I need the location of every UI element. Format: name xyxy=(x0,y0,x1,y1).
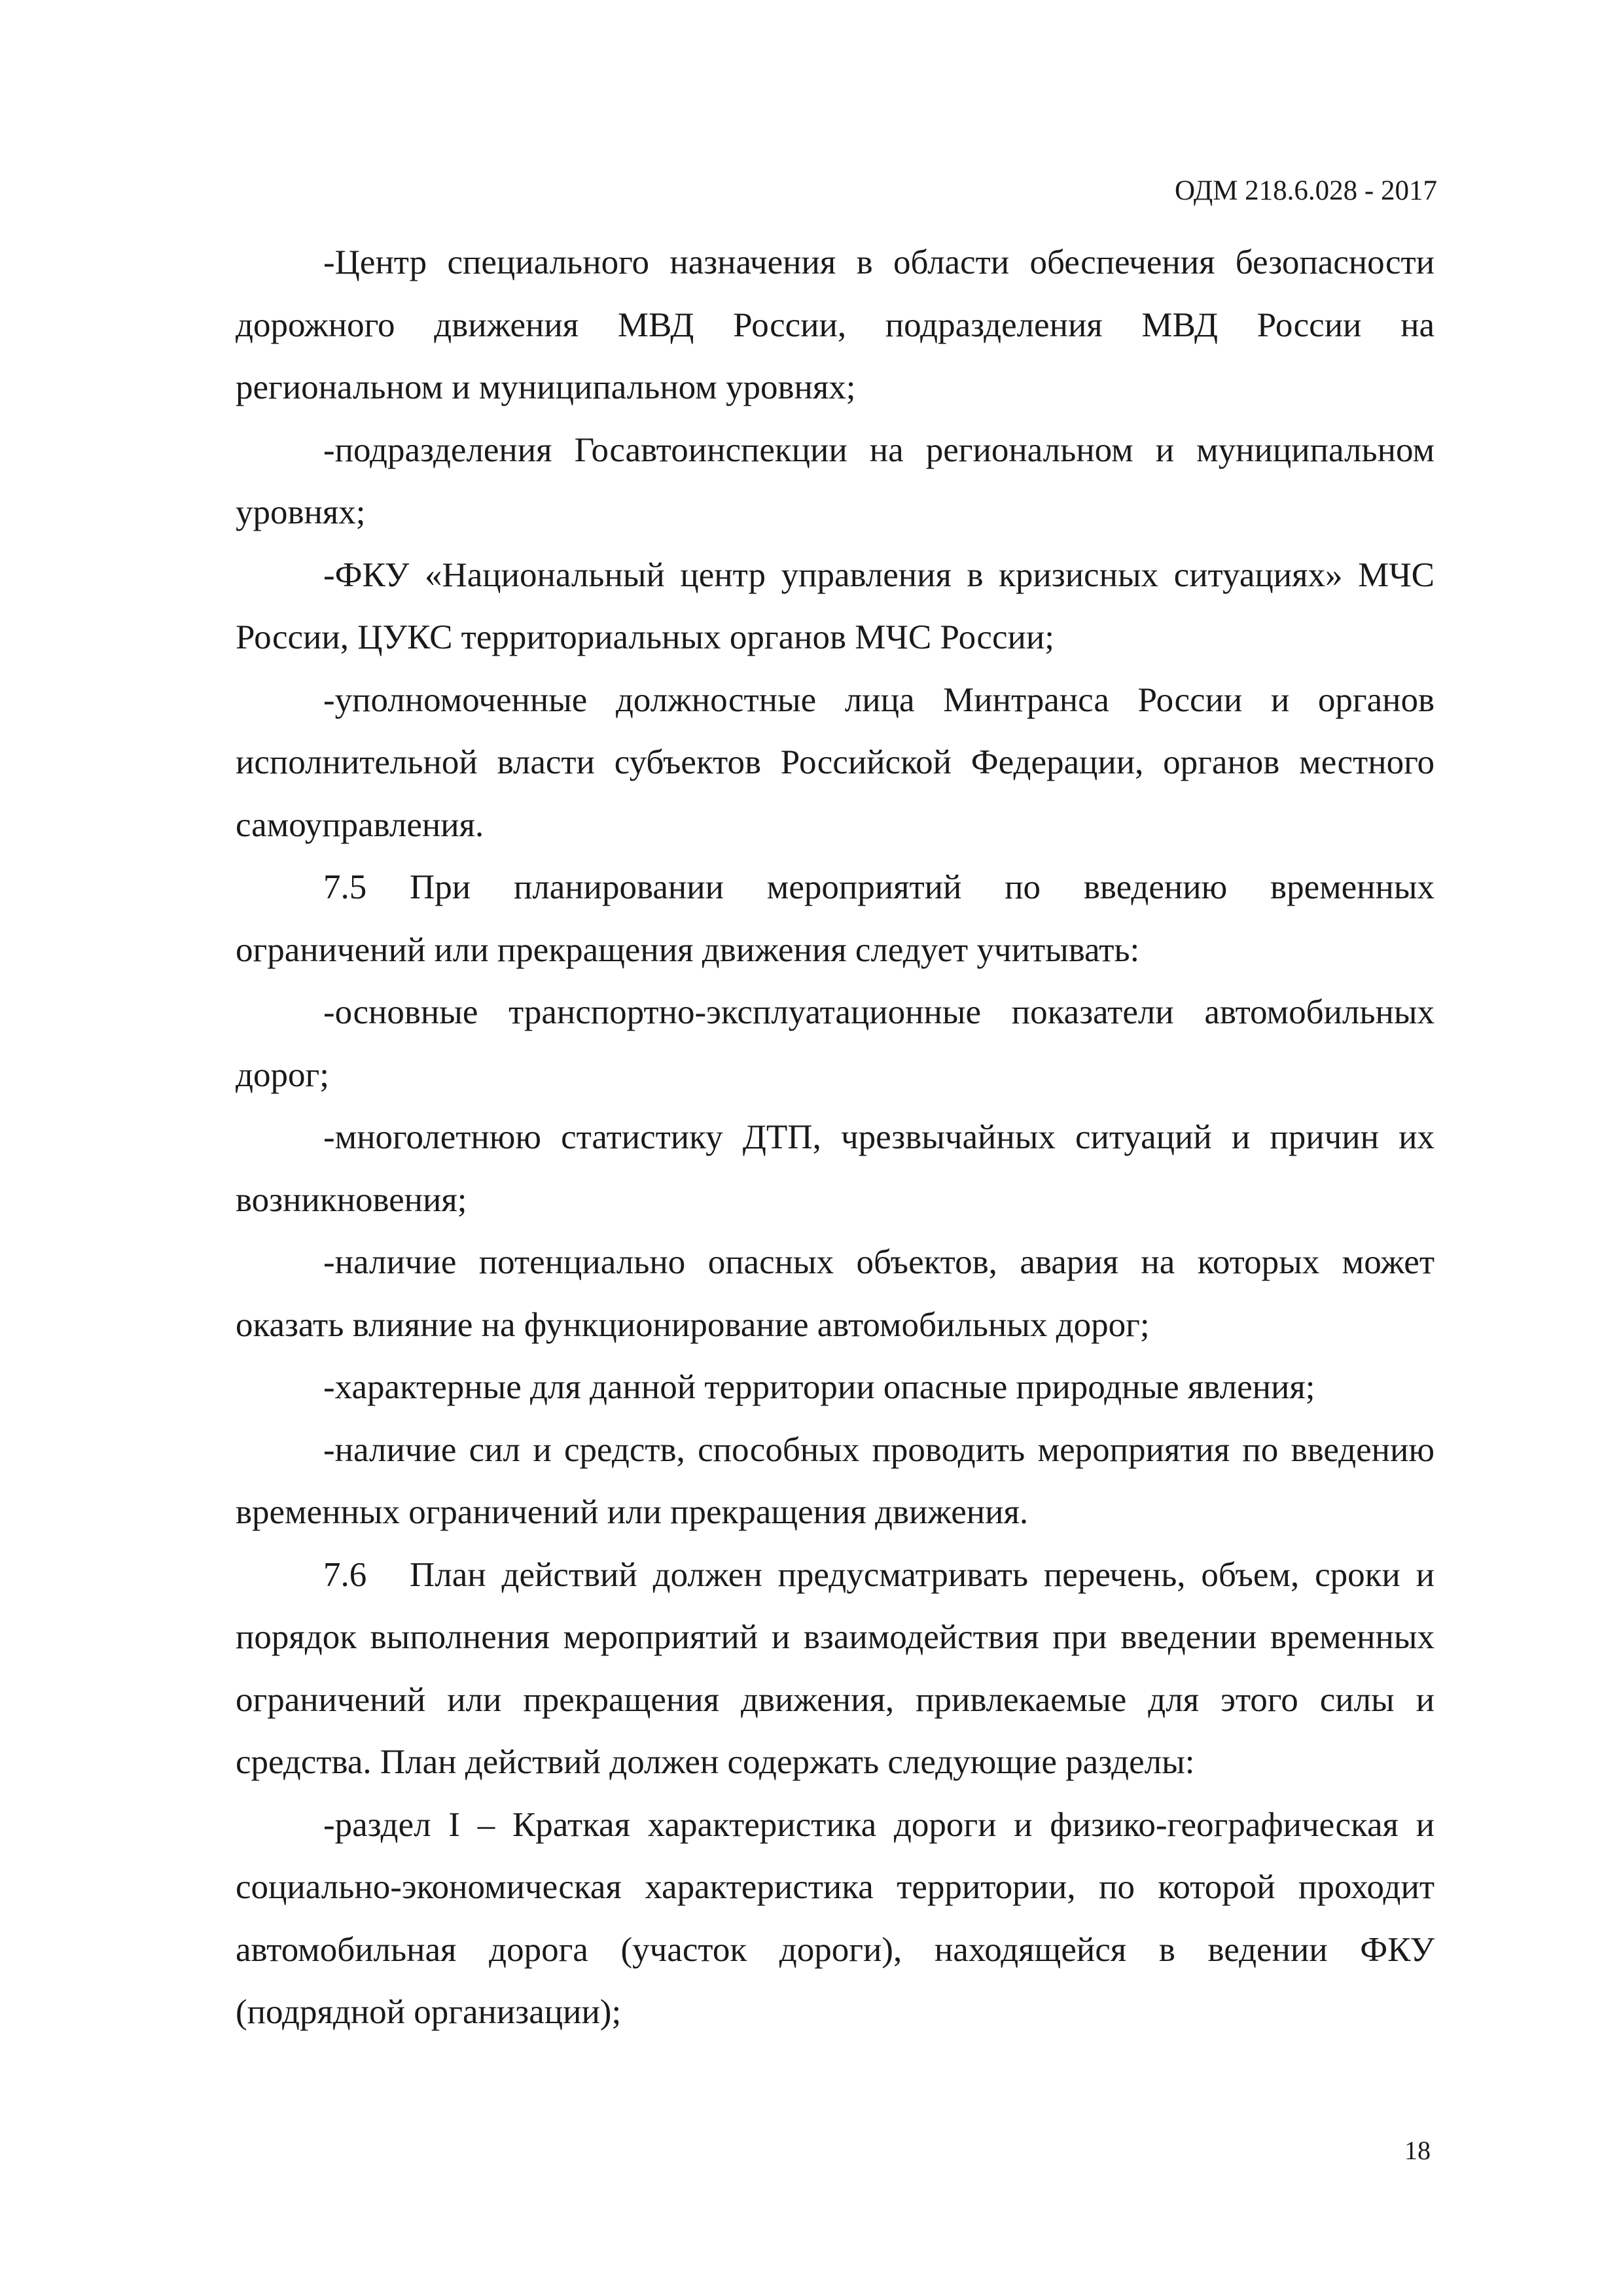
paragraph-text: -многолетнюю статистику ДТП, чрезвычайных ситуаций и причин их возникновения; xyxy=(236,1118,1435,1219)
paragraph-text: -характерные для данной территории опасные природные явления; xyxy=(323,1368,1315,1406)
paragraph-text: План действий должен предусматривать перечень, объем, сроки и порядок выполнения мероприятий и взаимодействия при введении временных ограничений или прекращения движения, привлекаемые для этого силы и средства. План действий должен содержать следующие разделы: xyxy=(236,1555,1435,1781)
clause-number: 7.5 xyxy=(323,868,367,906)
paragraph-text: -уполномоченные должностные лица Минтранса России и органов исполнительной власти субъектов Российской Федерации, органов местного самоуправления. xyxy=(236,680,1435,844)
paragraph-text: -раздел I – Краткая характеристика дороги и физико-географическая и социально-экономическая характеристика территории, по которой проходит автомобильная дорога (участок дороги), находящейся в ведении ФКУ (подрядной организации); xyxy=(236,1805,1435,2031)
paragraph-text: -Центр специального назначения в области обеспечения безопасности дорожного движения МВД России, подразделения МВД России на региональном и муниципальном уровнях; xyxy=(236,243,1435,406)
paragraph-text: -основные транспортно-эксплуатационные показатели автомобильных дорог; xyxy=(236,993,1435,1094)
paragraph-text: -наличие сил и средств, способных проводить мероприятия по введению временных ограничений или прекращения движения. xyxy=(236,1430,1435,1531)
document-body xyxy=(236,232,1435,2044)
document-code: ОДМ 218.6.028 - 2017 xyxy=(1174,175,1437,206)
paragraph-7-5 xyxy=(236,857,1435,981)
paragraph-section-1 xyxy=(236,1794,1435,2044)
paragraph-text: При планировании мероприятий по введению временных ограничений или прекращения движения следует учитывать: xyxy=(236,868,1435,969)
paragraph-text: -подразделения Госавтоинспекции на региональном и муниципальном уровнях; xyxy=(236,431,1435,531)
paragraph-mchs xyxy=(236,544,1435,669)
paragraph-gai xyxy=(236,419,1435,544)
paragraph-indicators xyxy=(236,981,1435,1106)
clause-number: 7.6 xyxy=(323,1555,367,1594)
paragraph-hazard-objects xyxy=(236,1231,1435,1356)
paragraph-forces xyxy=(236,1419,1435,1544)
paragraph-natural-phenomena xyxy=(236,1356,1435,1419)
paragraph-statistics xyxy=(236,1106,1435,1231)
paragraph-text: -наличие потенциально опасных объектов, авария на которых может оказать влияние на функционирование автомобильных дорог; xyxy=(236,1243,1435,1344)
paragraph-officials xyxy=(236,669,1435,857)
paragraph-cssn-mvd xyxy=(236,232,1435,419)
paragraph-7-6 xyxy=(236,1544,1435,1794)
page-number: 18 xyxy=(1404,2136,1431,2165)
paragraph-text: -ФКУ «Национальный центр управления в кризисных ситуациях» МЧС России, ЦУКС территориальных органов МЧС России; xyxy=(236,556,1435,656)
